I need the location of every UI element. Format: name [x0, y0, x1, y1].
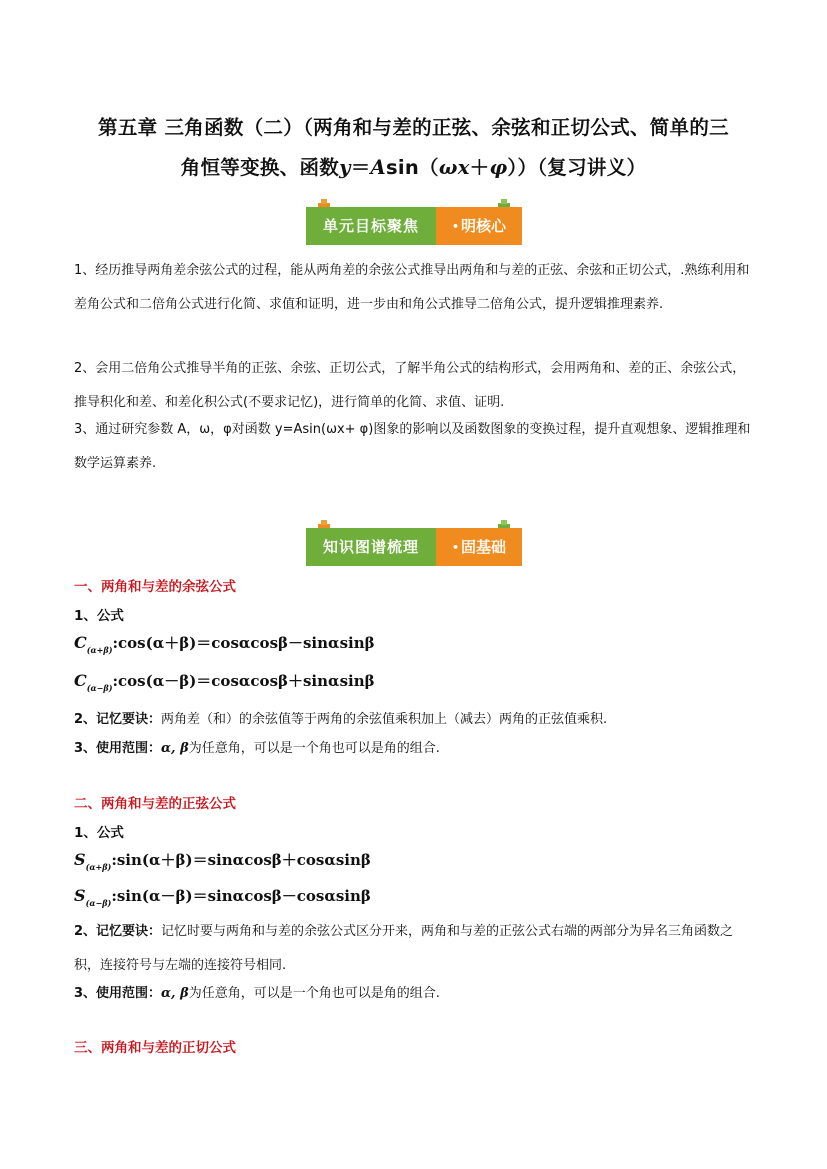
goal-paragraph-1: 1、经历推导两角差余弦公式的过程，能从两角差的余弦公式推导出两角和与差的正弦、余弦和正切公式，.熟练利用和差角公式和二倍角公式进行化简、求值和证明，进一步由和角公式推导二倍角公式，提升逻辑推理素养. — [74, 263, 750, 312]
formula-sin-diff: $S_{(\alpha-\beta)}:\sin(\alpha-\beta)=\sin\alpha\cos\beta-\cos\alpha\sin\beta$ — [74, 886, 371, 908]
title-suffix: ））（复习讲义） — [507, 156, 647, 179]
title-var-y: y — [339, 156, 351, 179]
title-sin: sin（ — [385, 156, 439, 179]
title-plus: ＋ — [469, 156, 490, 179]
title-eq: ＝ — [350, 156, 371, 179]
page-title-line-1: 第五章 三角函数（二）（两角和与差的正弦、余弦和正切公式、简单的三 — [98, 116, 729, 139]
title-text: 角恒等变换、函数 — [180, 156, 340, 179]
section-heading-tangent: 三、两角和与差的正切公式 — [74, 1040, 236, 1056]
formula-sin-sum: $S_{(\alpha+\beta)}:\sin(\alpha+\beta)=\sin\alpha\cos\beta+\cos\alpha\sin\beta$ — [74, 850, 371, 872]
memo-paragraph: 2、记忆要诀：记忆时要与两角和与差的余弦公式区分开来，两角和与差的正弦公式右端的两部分为异名三角函数之积，连接符号与左端的连接符号相同. — [74, 924, 734, 973]
formula-label: 1、公式 — [74, 825, 124, 841]
formula-cos-sum: $C_{(\alpha+\beta)}:\cos(\alpha+\beta)=\cos\alpha\cos\beta-\sin\alpha\sin\beta$ — [74, 633, 375, 655]
banner-right-label: • 固基础 — [436, 528, 522, 566]
memo-line: 2、记忆要诀：两角差（和）的余弦值等于两角的余弦值乘积加上（减去）两角的正弦值乘积. — [74, 712, 608, 727]
title-omega: ωx — [438, 156, 470, 179]
banner-right-label: • 明核心 — [436, 207, 522, 245]
title-var-a: A — [370, 156, 386, 179]
section-heading-sine: 二、两角和与差的正弦公式 — [74, 796, 236, 812]
section-banner-goals — [306, 207, 522, 245]
section-heading-cosine: 一、两角和与差的余弦公式 — [74, 579, 236, 595]
goal-paragraph-2: 2、会用二倍角公式推导半角的正弦、余弦、正切公式，了解半角公式的结构形式，会用两角和、差的正、余弦公式，推导积化和差、和差化积公式(不要求记忆)，进行简单的化简、求值、证明. — [74, 361, 746, 410]
formula-cos-diff: $C_{(\alpha-\beta)}:\cos(\alpha-\beta)=\cos\alpha\cos\beta+\sin\alpha\sin\beta$ — [74, 671, 375, 693]
banner-left-label: 知识图谱梳理 — [306, 528, 436, 566]
title-phi: φ — [489, 156, 508, 179]
range-line: 3、使用范围：α, β为任意角，可以是一个角也可以是角的组合. — [74, 986, 440, 1001]
formula-label: 1、公式 — [74, 608, 124, 624]
goal-paragraph-3: 3、通过研究参数 A，ω，φ对函数 y=Asin(ωx+ φ)图象的影响以及函数图象的变换过程，提升直观想象、逻辑推理和数学运算素养. — [74, 422, 751, 471]
page-title-line-2 — [60, 152, 767, 180]
range-line: 3、使用范围：α, β为任意角，可以是一个角也可以是角的组合. — [74, 741, 440, 756]
section-banner-knowledge — [306, 528, 522, 566]
banner-left-label: 单元目标聚焦 — [306, 207, 436, 245]
